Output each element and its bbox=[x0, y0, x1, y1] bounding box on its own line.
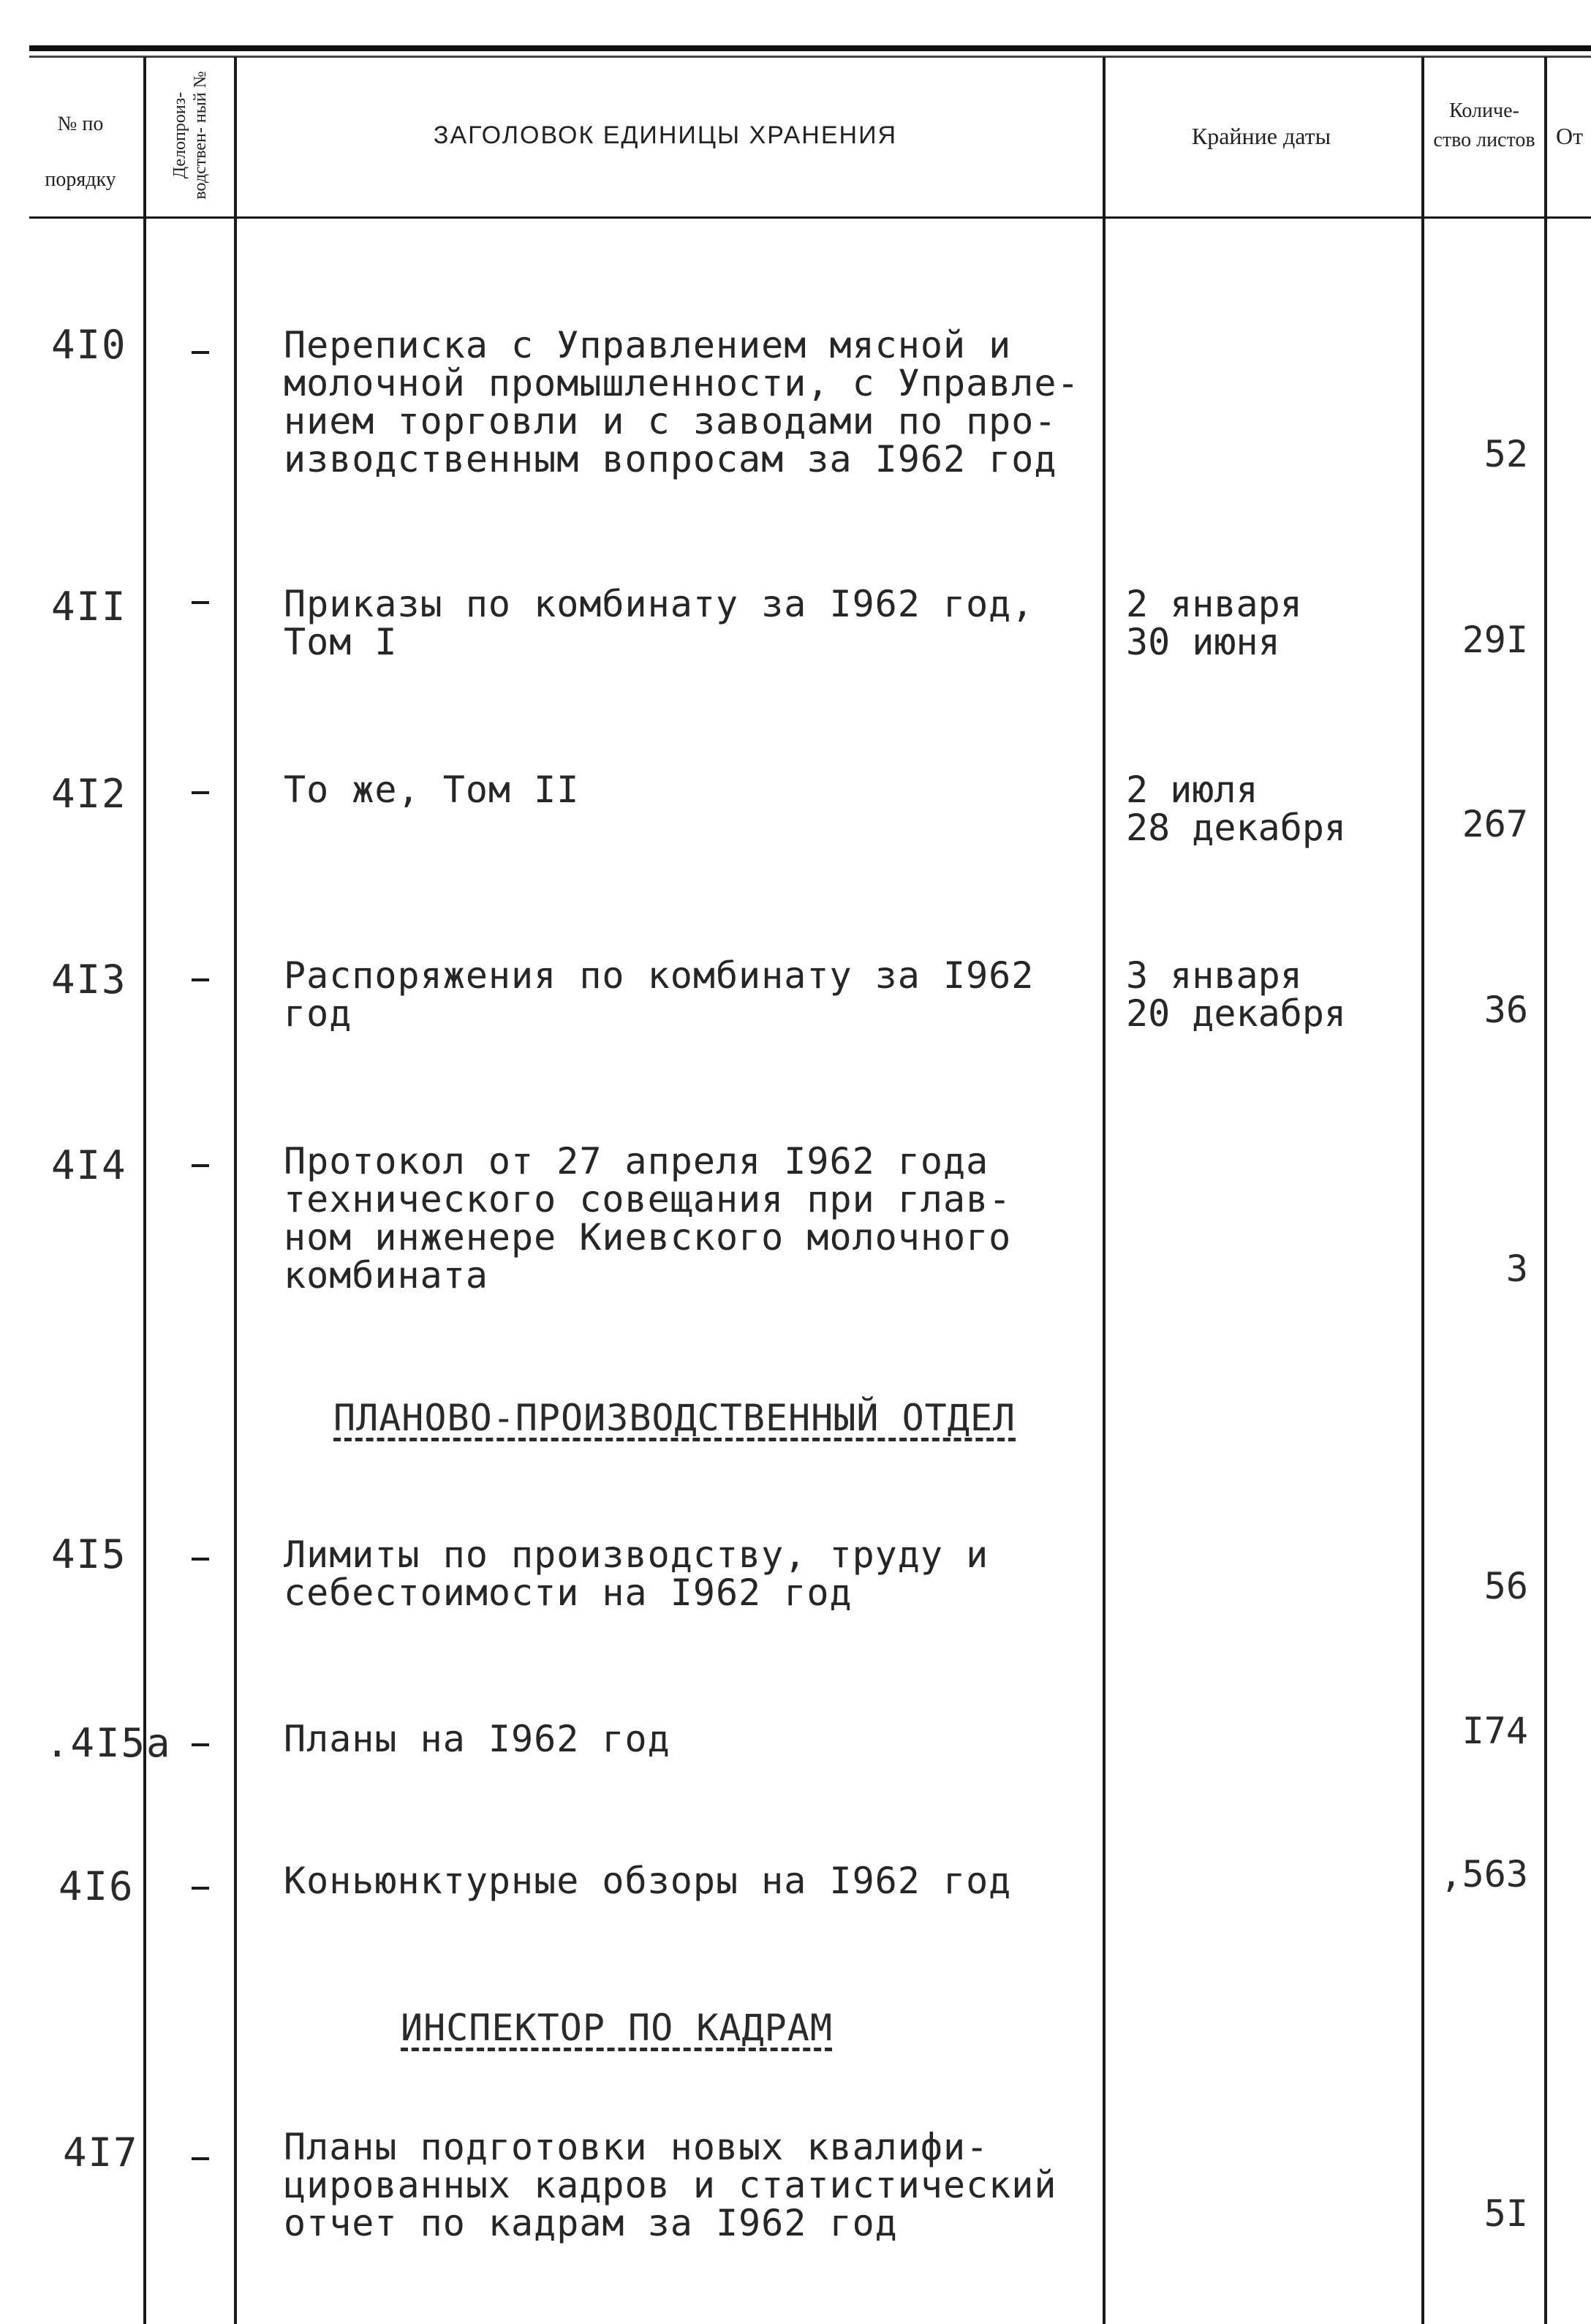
column-divider bbox=[1103, 57, 1106, 2324]
row-title: Планы на I962 год bbox=[284, 1718, 670, 1760]
column-divider bbox=[234, 57, 237, 2324]
row-title: Переписка с Управлением мясной и молочной промышленности, с Управле- нием торговли и с заводами по про- изводственным вопросам за I962 год bbox=[284, 324, 1080, 480]
row-sheets: 267 bbox=[1462, 803, 1528, 845]
section-heading: ПЛАНОВО-ПРОИЗВОДСТВЕННЫЙ ОТДЕЛ bbox=[333, 1397, 1016, 1439]
row-title: Распоряжения по комбинату за I962 год bbox=[284, 954, 1035, 1035]
office-number-dash bbox=[192, 1164, 209, 1167]
row-title: То же, Том II bbox=[284, 769, 580, 811]
header-col-office-number: Делопроиз- водствен- ный № bbox=[170, 71, 210, 200]
row-dates: 2 января 30 июня bbox=[1126, 583, 1302, 663]
row-number: 4II bbox=[51, 584, 127, 630]
office-number-dash bbox=[192, 2157, 209, 2160]
row-dates: 3 января 20 декабря bbox=[1126, 954, 1347, 1035]
row-number: 4I2 bbox=[51, 771, 127, 817]
header-col-notes: От bbox=[1556, 123, 1584, 149]
header-bottom-rule bbox=[29, 216, 1591, 219]
header-col-title: ЗАГОЛОВОК ЕДИНИЦЫ ХРАНЕНИЯ bbox=[433, 121, 898, 149]
column-divider bbox=[1421, 57, 1424, 2324]
office-number-dash bbox=[192, 351, 209, 354]
column-divider bbox=[143, 57, 146, 2324]
row-number: 4I7 bbox=[63, 2129, 139, 2176]
office-number-dash bbox=[192, 1558, 209, 1561]
row-number: 4I5 bbox=[51, 1531, 127, 1577]
office-number-dash bbox=[192, 1743, 209, 1746]
row-number: 4I6 bbox=[58, 1863, 135, 1909]
row-sheets: 52 bbox=[1484, 433, 1528, 475]
top-rule-thick bbox=[29, 45, 1591, 51]
row-sheets: I74 bbox=[1462, 1710, 1528, 1752]
section-heading: ИНСПЕКТОР ПО КАДРАМ bbox=[401, 2007, 833, 2049]
row-number: 4I4 bbox=[51, 1142, 127, 1188]
office-number-dash bbox=[192, 1887, 209, 1890]
office-number-dash bbox=[192, 601, 209, 604]
row-sheets: ,563 bbox=[1440, 1853, 1528, 1895]
row-sheets: 3 bbox=[1505, 1248, 1528, 1290]
office-number-dash bbox=[192, 791, 209, 794]
row-title: Планы подготовки новых квалифи- цированных кадров и статистический отчет по кадрам за I962 год bbox=[284, 2126, 1057, 2244]
row-sheets: 56 bbox=[1484, 1565, 1528, 1607]
row-number: .4I5а bbox=[45, 1720, 172, 1766]
header-col-number: № по порядку bbox=[45, 113, 116, 191]
header-col-dates: Крайние даты bbox=[1191, 123, 1331, 149]
column-divider bbox=[1544, 57, 1547, 2324]
row-title: Протокол от 27 апреля I962 года технического совещания при глав- ном инженере Киевского молочного комбината bbox=[284, 1140, 1012, 1297]
row-sheets: 36 bbox=[1484, 989, 1528, 1031]
row-sheets: 29I bbox=[1462, 619, 1528, 661]
top-rule-thin bbox=[29, 56, 1591, 58]
row-number: 4I0 bbox=[51, 322, 127, 368]
office-number-dash bbox=[192, 978, 209, 981]
row-sheets: 5I bbox=[1484, 2192, 1528, 2235]
header-col-sheets: Количе- ство листов bbox=[1433, 99, 1535, 151]
row-title: Приказы по комбинату за I962 год, Том I bbox=[284, 583, 1035, 663]
row-title: Лимиты по производству, труду и себестоимости на I962 год bbox=[284, 1533, 989, 1614]
row-title: Коньюнктурные обзоры на I962 год bbox=[284, 1860, 1012, 1902]
row-number: 4I3 bbox=[51, 957, 127, 1003]
row-dates: 2 июля 28 декабря bbox=[1126, 769, 1347, 849]
